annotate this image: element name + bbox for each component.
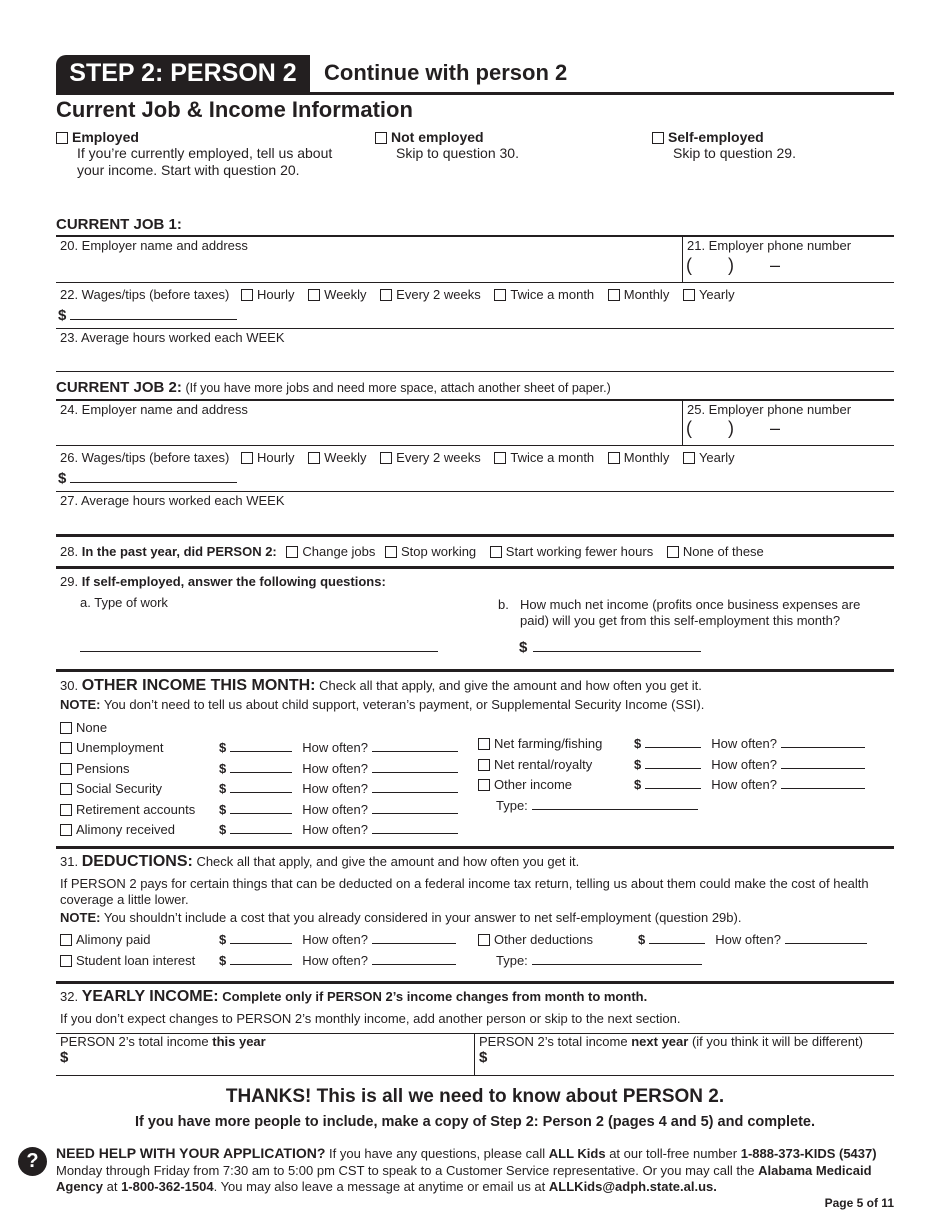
q29-net-income-input[interactable]: $: [519, 639, 701, 656]
employed-checkbox[interactable]: [56, 132, 68, 144]
job2-twice-month-checkbox[interactable]: [494, 452, 506, 464]
not-employed-option[interactable]: Not employed Skip to question 30.: [375, 129, 519, 161]
q30-none-option[interactable]: None: [60, 720, 107, 735]
section-title: Current Job & Income Information: [56, 97, 413, 122]
job1-wages-row: 22. Wages/tips (before taxes) Hourly Weekly Every 2 weeks Twice a month Monthly Yearly: [60, 287, 735, 302]
job1-weekly-checkbox[interactable]: [308, 289, 320, 301]
help-email-link[interactable]: ALLKids@adph.state.al.us.: [548, 1179, 717, 1194]
q30-other-type-row: Type:: [496, 798, 878, 819]
q30-other-income-row: Other income $ How often?: [478, 777, 878, 798]
q30-note: NOTE: You don’t need to tell us about child support, veteran’s payment, or Supplemental Security Income (SSI).: [60, 697, 705, 712]
thanks-subtitle: If you have more people to include, make a copy of Step 2: Person 2 (pages 4 and 5) and complete.: [134, 1114, 816, 1130]
q32-heading: 32. YEARLY INCOME: Complete only if PERSON 2’s income changes from month to month.: [60, 988, 648, 1005]
q30-alimony-received-checkbox[interactable]: [60, 824, 72, 836]
job1-every2weeks-checkbox[interactable]: [380, 289, 392, 301]
q28-none-checkbox[interactable]: [667, 546, 679, 558]
job2-monthly-checkbox[interactable]: [608, 452, 620, 464]
job2-hourly-checkbox[interactable]: [241, 452, 253, 464]
q30-other-income-checkbox[interactable]: [478, 779, 490, 791]
q29-type-of-work-label: a. Type of work: [80, 595, 168, 610]
q30-retirement-row: Retirement accounts $ How often?: [60, 802, 460, 823]
q28-stop-working-checkbox[interactable]: [385, 546, 397, 558]
job2-hours-field[interactable]: 27. Average hours worked each WEEK: [60, 493, 285, 508]
q32-next-year-field[interactable]: PERSON 2’s total income next year (if you think it will be different) $: [479, 1034, 863, 1066]
q30-farming-checkbox[interactable]: [478, 738, 490, 750]
q29-type-of-work-input[interactable]: [80, 651, 438, 652]
q31-student-loan-row: Student loan interest $ How often?: [60, 953, 460, 974]
q31-right-list: [478, 932, 888, 973]
q31-type-row: Type:: [496, 953, 888, 974]
self-employed-option[interactable]: Self-employed Skip to question 29.: [652, 129, 796, 161]
q28-row: 28. In the past year, did PERSON 2: Change jobs Stop working Start working fewer hours None of these: [60, 544, 764, 559]
job2-wage-amount[interactable]: $: [58, 470, 237, 487]
q30-rental-checkbox[interactable]: [478, 759, 490, 771]
q32-this-year-field[interactable]: PERSON 2’s total income this year $: [60, 1034, 266, 1066]
q31-other-deductions-row: Other deductions $ How often?: [478, 932, 888, 953]
job1-twice-month-checkbox[interactable]: [494, 289, 506, 301]
job1-hourly-checkbox[interactable]: [241, 289, 253, 301]
q30-social-security-row: Social Security $ How often?: [60, 781, 460, 802]
q30-right-list: [478, 736, 878, 818]
job1-phone-field[interactable]: 21. Employer phone number: [687, 238, 852, 253]
job2-phone-field[interactable]: 25. Employer phone number: [687, 402, 852, 417]
job1-heading: CURRENT JOB 1:: [56, 216, 182, 233]
q29-net-income-label: b. How much net income (profits once business expenses are paid) will you get from this self-employment this month?: [498, 597, 861, 628]
q31-left-list: [60, 932, 460, 973]
q30-farming-row: Net farming/fishing $ How often?: [478, 736, 878, 757]
q30-pensions-checkbox[interactable]: [60, 763, 72, 775]
q29-heading: 29. If self-employed, answer the following questions:: [60, 574, 386, 589]
job1-monthly-checkbox[interactable]: [608, 289, 620, 301]
q30-heading: 30. OTHER INCOME THIS MONTH: Check all that apply, and give the amount and how often you get it.: [60, 677, 702, 694]
help-icon: ?: [18, 1147, 47, 1176]
q30-left-list: [60, 740, 460, 843]
job1-employer-field[interactable]: 20. Employer name and address: [60, 238, 248, 253]
q30-unemployment-row: Unemployment $ How often?: [60, 740, 460, 761]
job1-wage-amount[interactable]: $: [58, 307, 237, 324]
q28-fewer-hours-checkbox[interactable]: [490, 546, 502, 558]
q30-unemployment-checkbox[interactable]: [60, 742, 72, 754]
q31-heading: 31. DEDUCTIONS: Check all that apply, and give the amount and how often you get it.: [60, 853, 580, 870]
job2-heading: CURRENT JOB 2: (If you have more jobs and need more space, attach another sheet of paper.): [56, 379, 611, 396]
q31-note: NOTE: You shouldn’t include a cost that you already considered in your answer to net self-employment (question 29b).: [60, 910, 742, 925]
q31-other-deductions-checkbox[interactable]: [478, 934, 490, 946]
q30-pensions-row: Pensions $ How often?: [60, 761, 460, 782]
q30-rental-row: Net rental/royalty $ How often?: [478, 757, 878, 778]
q32-paragraph: If you don’t expect changes to PERSON 2’s monthly income, add another person or skip to the next section.: [60, 1011, 681, 1026]
q31-alimony-paid-row: Alimony paid $ How often?: [60, 932, 460, 953]
job2-weekly-checkbox[interactable]: [308, 452, 320, 464]
job2-every2weeks-checkbox[interactable]: [380, 452, 392, 464]
q30-social-security-checkbox[interactable]: [60, 783, 72, 795]
job2-wages-row: 26. Wages/tips (before taxes) Hourly Weekly Every 2 weeks Twice a month Monthly Yearly: [60, 450, 735, 465]
step-tab-label: STEP 2: PERSON 2: [69, 59, 297, 87]
q31-alimony-paid-checkbox[interactable]: [60, 934, 72, 946]
not-employed-checkbox[interactable]: [375, 132, 387, 144]
q30-retirement-checkbox[interactable]: [60, 804, 72, 816]
page-number: Page 5 of 11: [824, 1196, 894, 1210]
thanks-title: THANKS! This is all we need to know about PERSON 2.: [225, 1086, 725, 1107]
q31-student-loan-checkbox[interactable]: [60, 955, 72, 967]
job1-hours-field[interactable]: 23. Average hours worked each WEEK: [60, 330, 285, 345]
q30-alimony-received-row: Alimony received $ How often?: [60, 822, 460, 843]
continue-heading: Continue with person 2: [324, 60, 568, 85]
q30-none-checkbox[interactable]: [60, 722, 72, 734]
employed-option[interactable]: Employed If you’re currently employed, tell us about your income. Start with question 20.: [56, 129, 346, 179]
self-employed-checkbox[interactable]: [652, 132, 664, 144]
job2-employer-field[interactable]: 24. Employer name and address: [60, 402, 248, 417]
q31-paragraph: If PERSON 2 pays for certain things that can be deducted on a federal income tax return, telling us about them could make the cost of health coverage a little lower.: [60, 876, 869, 907]
job2-yearly-checkbox[interactable]: [683, 452, 695, 464]
help-text: NEED HELP WITH YOUR APPLICATION? If you have any questions, please call ALL Kids at our toll-free number 1-888-373-KIDS (5437) Monday through Friday from 7:30 am to 5:00 pm CST to speak to a Customer Service representative. Or you may call the Alabama Medicaid Agency at 1-800-362-1504. You may also leave a message at anytime or email us at ALLKids@adph.state.al.us.: [56, 1145, 877, 1194]
q28-change-jobs-checkbox[interactable]: [286, 546, 298, 558]
job1-yearly-checkbox[interactable]: [683, 289, 695, 301]
